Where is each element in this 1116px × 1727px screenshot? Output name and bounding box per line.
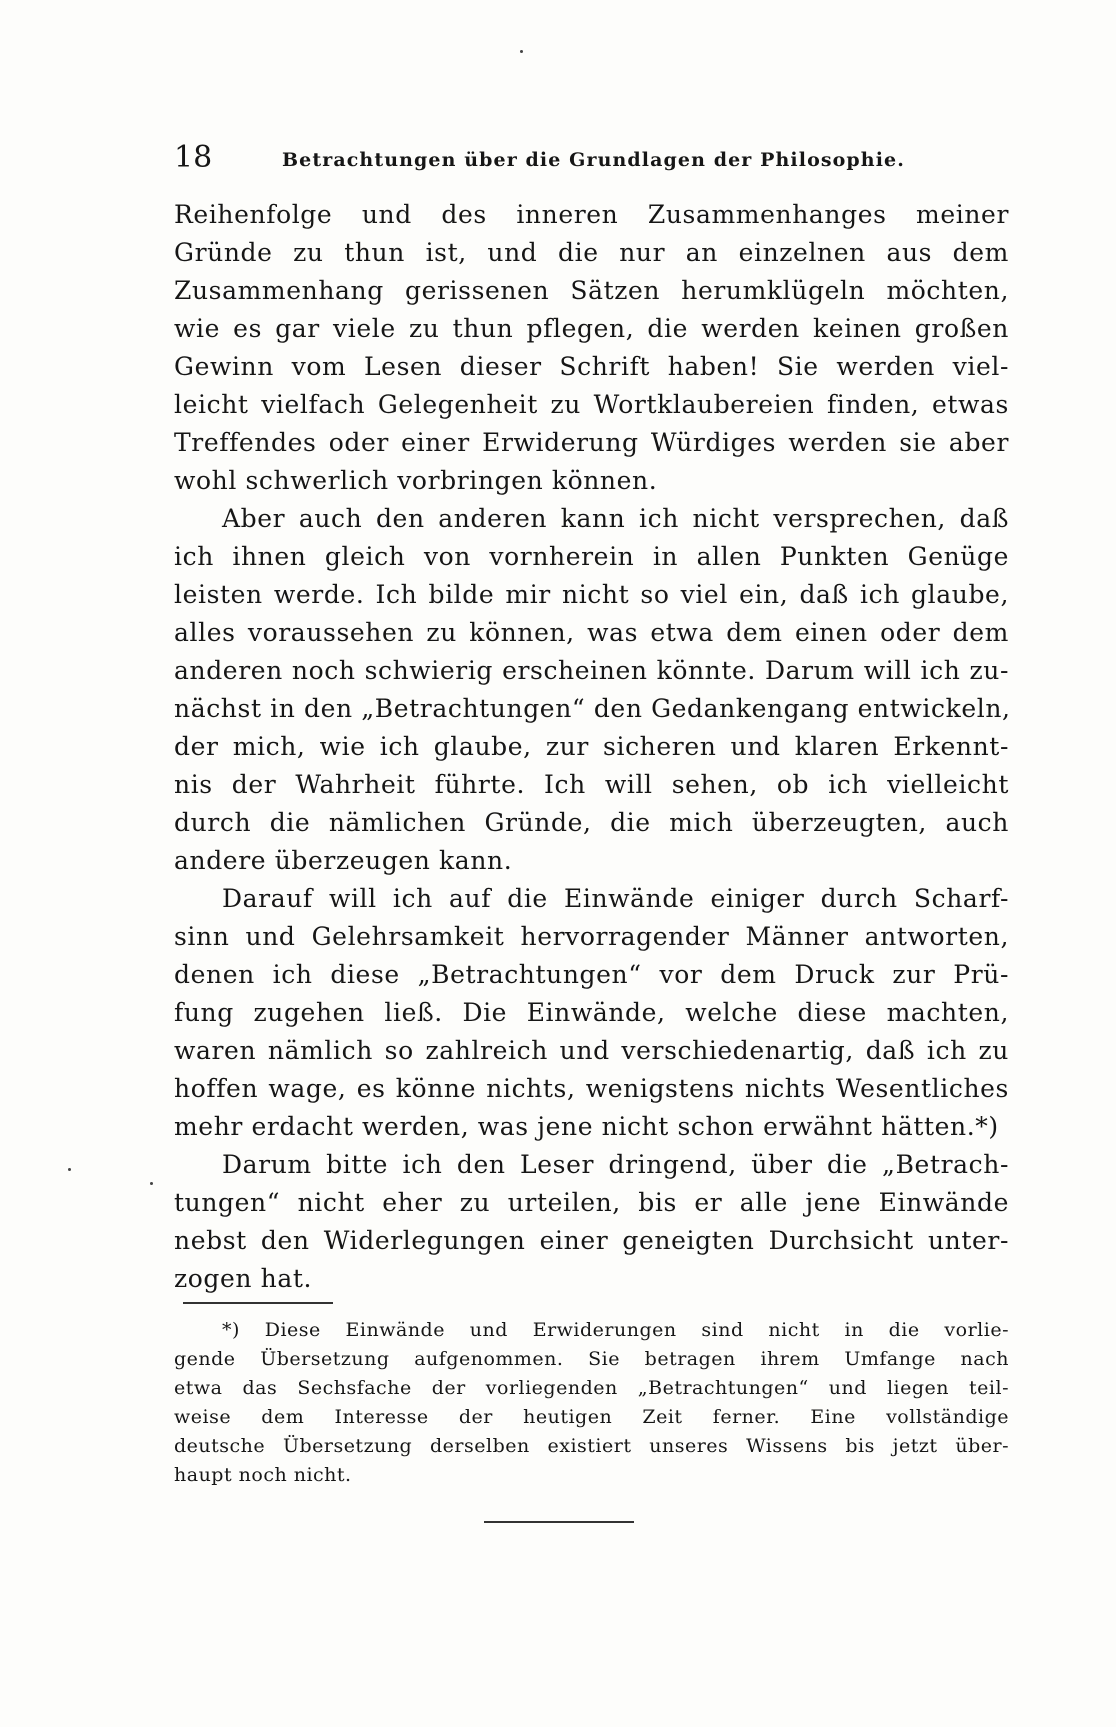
scan-speck bbox=[150, 1182, 153, 1185]
text-line: Aber auch den anderen kann ich nicht versprechen, daß bbox=[222, 504, 1009, 533]
text-line: alles voraussehen zu können, was etwa dem einen oder dem bbox=[174, 618, 1009, 647]
text-line: Gewinn vom Lesen dieser Schrift haben! Sie werden viel- bbox=[174, 352, 1009, 381]
text-line: Darauf will ich auf die Einwände einiger durch Scharf- bbox=[222, 884, 1009, 913]
footnote bbox=[174, 1316, 1009, 1490]
text-line: denen ich diese „Betrachtungen“ vor dem Druck zur Prü- bbox=[174, 960, 1009, 989]
text-line: anderen noch schwierig erscheinen könnte. Darum will ich zu- bbox=[174, 656, 1009, 685]
end-rule bbox=[484, 1521, 634, 1523]
page-number: 18 bbox=[174, 140, 213, 175]
text-line: hoffen wage, es könne nichts, wenigstens nichts Wesentliches bbox=[174, 1074, 1009, 1103]
text-line: nis der Wahrheit führte. Ich will sehen, ob ich vielleicht bbox=[174, 770, 1009, 799]
footnote-line: weise dem Interesse der heutigen Zeit ferner. Eine vollständige bbox=[174, 1406, 1009, 1428]
text-line: sinn und Gelehrsamkeit hervorragender Männer antworten, bbox=[174, 922, 1009, 951]
body-text bbox=[174, 196, 1009, 1298]
text-line: mehr erdacht werden, was jene nicht schon erwähnt hätten.*) bbox=[174, 1112, 999, 1141]
text-line: nebst den Widerlegungen einer geneigten Durchsicht unter- bbox=[174, 1226, 1009, 1255]
text-line: waren nämlich so zahlreich und verschiedenartig, daß ich zu bbox=[174, 1036, 1009, 1065]
text-line: Zusammenhang gerissenen Sätzen herumklügeln möchten, bbox=[174, 276, 1009, 305]
text-line: wohl schwerlich vorbringen können. bbox=[174, 466, 658, 495]
text-line: wie es gar viele zu thun pflegen, die werden keinen großen bbox=[174, 314, 1009, 343]
running-title: Betrachtungen über die Grundlagen der Philosophie. bbox=[282, 149, 905, 171]
paragraph bbox=[174, 196, 1009, 500]
text-line: fung zugehen ließ. Die Einwände, welche diese machten, bbox=[174, 998, 1009, 1027]
text-line: andere überzeugen kann. bbox=[174, 846, 513, 875]
scan-speck bbox=[68, 1168, 71, 1171]
text-line: durch die nämlichen Gründe, die mich überzeugten, auch bbox=[174, 808, 1009, 837]
paragraph bbox=[174, 880, 1009, 1146]
text-line: Reihenfolge und des inneren Zusammenhanges meiner bbox=[174, 200, 1009, 229]
text-line: Gründe zu thun ist, und die nur an einzelnen aus dem bbox=[174, 238, 1009, 267]
footnote-line: haupt noch nicht. bbox=[174, 1464, 352, 1486]
text-line: ich ihnen gleich von vornherein in allen Punkten Genüge bbox=[174, 542, 1009, 571]
paragraph bbox=[174, 500, 1009, 880]
text-line: Treffendes oder einer Erwiderung Würdiges werden sie aber bbox=[174, 428, 1009, 457]
text-line: der mich, wie ich glaube, zur sicheren und klaren Erkennt- bbox=[174, 732, 1009, 761]
text-line: Darum bitte ich den Leser dringend, über die „Betrach- bbox=[222, 1150, 1009, 1179]
paragraph bbox=[174, 1146, 1009, 1298]
scan-speck bbox=[520, 50, 523, 53]
text-line: leicht vielfach Gelegenheit zu Wortklaubereien finden, etwas bbox=[174, 390, 1009, 419]
footnote-separator bbox=[183, 1302, 333, 1304]
footnote-line: *) Diese Einwände und Erwiderungen sind nicht in die vorlie- bbox=[222, 1319, 1009, 1341]
text-line: zogen hat. bbox=[174, 1264, 313, 1293]
text-line: nächst in den „Betrachtungen“ den Gedankengang entwickeln, bbox=[174, 694, 1011, 723]
footnote-line: deutsche Übersetzung derselben existiert unseres Wissens bis jetzt über- bbox=[174, 1435, 1009, 1457]
text-line: tungen“ nicht eher zu urteilen, bis er alle jene Einwände bbox=[174, 1188, 1009, 1217]
text-line: leisten werde. Ich bilde mir nicht so viel ein, daß ich glaube, bbox=[174, 580, 1009, 609]
running-head bbox=[174, 140, 914, 180]
footnote-line: etwa das Sechsfache der vorliegenden „Betrachtungen“ und liegen teil- bbox=[174, 1377, 1009, 1399]
footnote-line: gende Übersetzung aufgenommen. Sie betragen ihrem Umfange nach bbox=[174, 1348, 1009, 1370]
